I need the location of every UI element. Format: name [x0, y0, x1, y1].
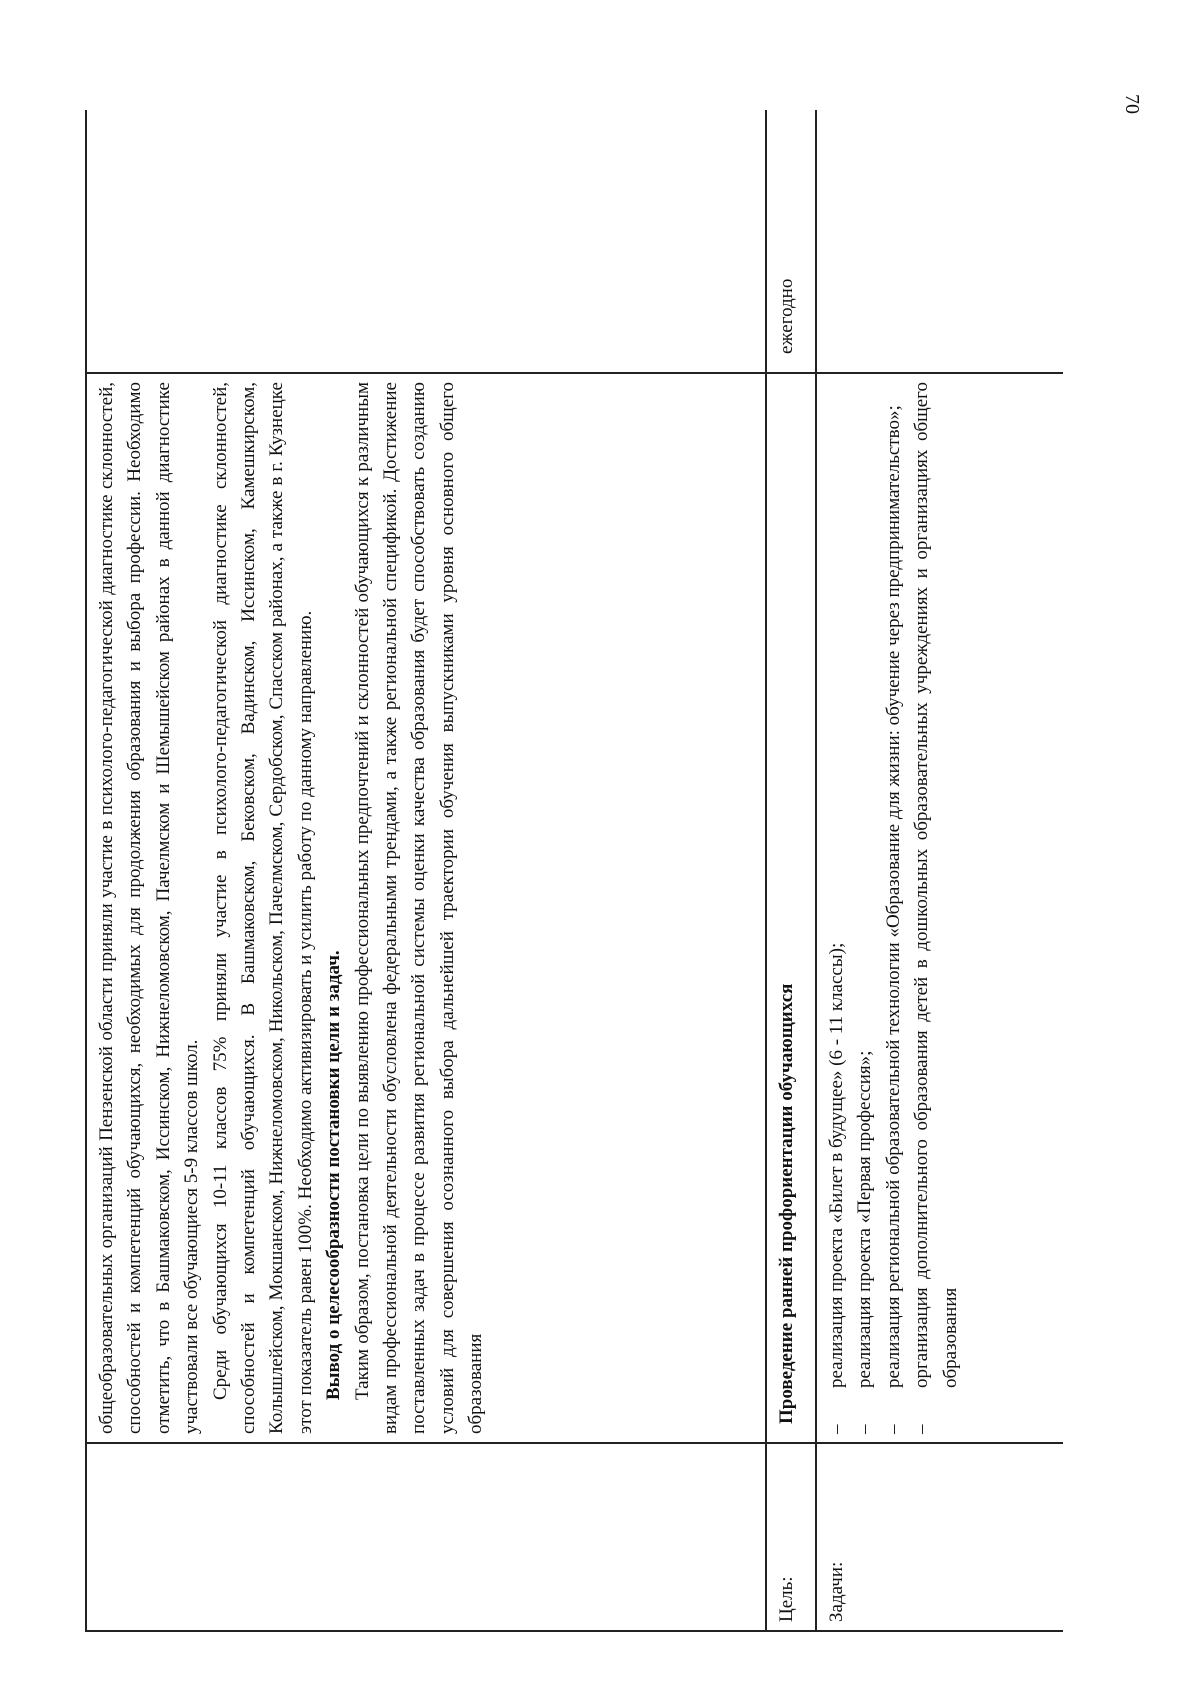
cell-analysis-text	[86, 373, 766, 1443]
goal-label: Цель:	[766, 1443, 816, 1631]
task-item: – реализация проекта «Первая профессия»;	[851, 382, 879, 1434]
goal-period: ежегодно	[766, 110, 816, 373]
paragraph-conclusion: Таким образом, постановка цели по выявлению профессиональных предпочтений и склонностей обучающихся к различным видам профессиональной деятельности обусловлена федеральными трендами, а также региональной спецификой. Достижение поставленных задач в процессе развития региональной системы оценки качества образования будет способствовать созданию условий для совершения осознанного выбора дальнейшей траектории обучения выпускниками уровня основного общего образования	[351, 382, 487, 1434]
page-number: 70	[1121, 94, 1143, 114]
tasks-label: Задачи:	[816, 1443, 1063, 1631]
tasks-cell	[816, 373, 1063, 1443]
tasks-period-empty	[816, 110, 1063, 373]
cell-empty-left	[86, 1443, 766, 1631]
table-row-tasks	[816, 110, 1063, 1631]
table-row-analysis	[86, 110, 766, 1631]
paragraph-diagnostics-10-11: Среди обучающихся 10-11 классов 75% приняли участие в психолого-педагогической диагностике склонностей, способностей и компетенций обучающихся. В Башмаковском, Бековском, Вадинском, Иссинском, Камешкирском, Колышлейском, Мокшанском, Нижнеломовском, Никольском, Пачелмском, Сердобском, Спасском районах, а также в г. Кузнецке этот показатель равен 100%. Необходимо активизировать и усилить работу по данному направлению.	[209, 382, 316, 1434]
goal-text: Проведение ранней профориентации обучающихся	[766, 373, 816, 1443]
table-row-goal	[766, 110, 816, 1631]
plan-table	[85, 110, 1063, 1632]
task-item: – реализация проекта «Билет в будущее» (6 - 11 классы);	[823, 382, 851, 1434]
conclusion-heading: Вывод о целесообразности постановки цели и задач.	[323, 950, 345, 1400]
tasks-list	[823, 382, 965, 1434]
cell-empty-right	[86, 110, 766, 373]
paragraph-diagnostics-5-9: общеобразовательных организаций Пензенской области приняли участие в психолого-педагогической диагностике склонностей, способностей и компетенций обучающихся, необходимых для продолжения образования и выбора профессии. Необходимо отметить, что в Башмаковском, Иссинском, Нижнеломовском, Пачелмском и Шемышейском районах в данной диагностике участвовали все обучающиеся 5-9 классов школ.	[96, 382, 203, 1434]
rotated-page-area	[85, 110, 1063, 1632]
task-item: – реализация региональной образовательной технологии «Образование для жизни: обучение через предпринимательство»;	[880, 382, 908, 1434]
landscape-table-container	[85, 110, 1063, 1632]
task-item: – организация дополнительного образования детей в дошкольных образовательных учреждениях и организациях общего образования	[908, 382, 965, 1434]
